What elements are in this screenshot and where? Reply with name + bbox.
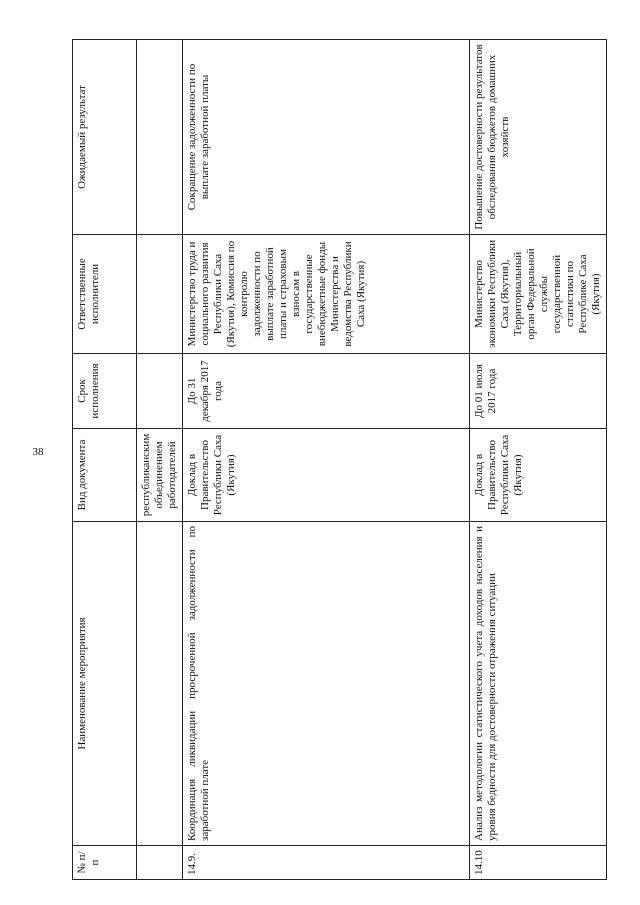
page-number: 38 bbox=[32, 446, 44, 458]
cell-expected-result bbox=[137, 40, 183, 235]
header-number: № п/п bbox=[73, 846, 137, 880]
header-activity-name: Наименование мероприятия bbox=[73, 522, 137, 846]
cell-deadline: До 01 июля 2017 года bbox=[470, 354, 607, 429]
cell-number bbox=[137, 846, 183, 880]
cell-activity-name bbox=[137, 522, 183, 846]
cell-activity-name: Анализ методологии статистического учета доходов населения и уровня бедности для достоверности отражения ситуации bbox=[470, 522, 607, 846]
rotated-table-container bbox=[72, 40, 602, 880]
cell-executors: Министерство экономики Республики Саха (Якутия), Территориальный орган Федеральной службы государственной статистики по Республике Саха (Якутия) bbox=[470, 235, 607, 354]
table-row bbox=[183, 40, 470, 880]
cell-document-type: Доклад в Правительство Республики Саха (Якутия) bbox=[470, 429, 607, 522]
header-executors: Ответственные исполнители bbox=[73, 235, 137, 354]
cell-expected-result: Повышение достоверности результатов обследования бюджетов домашних хозяйств bbox=[470, 40, 607, 235]
cell-deadline: До 31 декабря 2017 года bbox=[183, 354, 470, 429]
cell-activity-name: Координация ликвидации просроченной задолженности по заработной плате bbox=[183, 522, 470, 846]
header-expected-result: Ожидаемый результат bbox=[73, 40, 137, 235]
table-header-row bbox=[73, 40, 137, 880]
header-deadline: Срок исполнения bbox=[73, 354, 137, 429]
cell-document-type: республиканским объединением работодателей bbox=[137, 429, 183, 522]
cell-number: 14.10 bbox=[470, 846, 607, 880]
table-row bbox=[470, 40, 607, 880]
cell-deadline bbox=[137, 354, 183, 429]
cell-executors: Министерство труда и социального развития Республики Саха (Якутия), Комиссия по контролю задолженности по выплате заработной платы и страховым взносам в государственные внебюджетные фонды Министерства и ведомства Республики Саха (Якутия) bbox=[183, 235, 470, 354]
cell-executors bbox=[137, 235, 183, 354]
cell-expected-result: Сокращение задолженности по выплате заработной платы bbox=[183, 40, 470, 235]
header-document-type: Вид документа bbox=[73, 429, 137, 522]
table-row-continuation bbox=[137, 40, 183, 880]
cell-document-type: Доклад в Правительство Республики Саха (Якутия) bbox=[183, 429, 470, 522]
activities-table bbox=[72, 39, 607, 880]
cell-number: 14.9. bbox=[183, 846, 470, 880]
